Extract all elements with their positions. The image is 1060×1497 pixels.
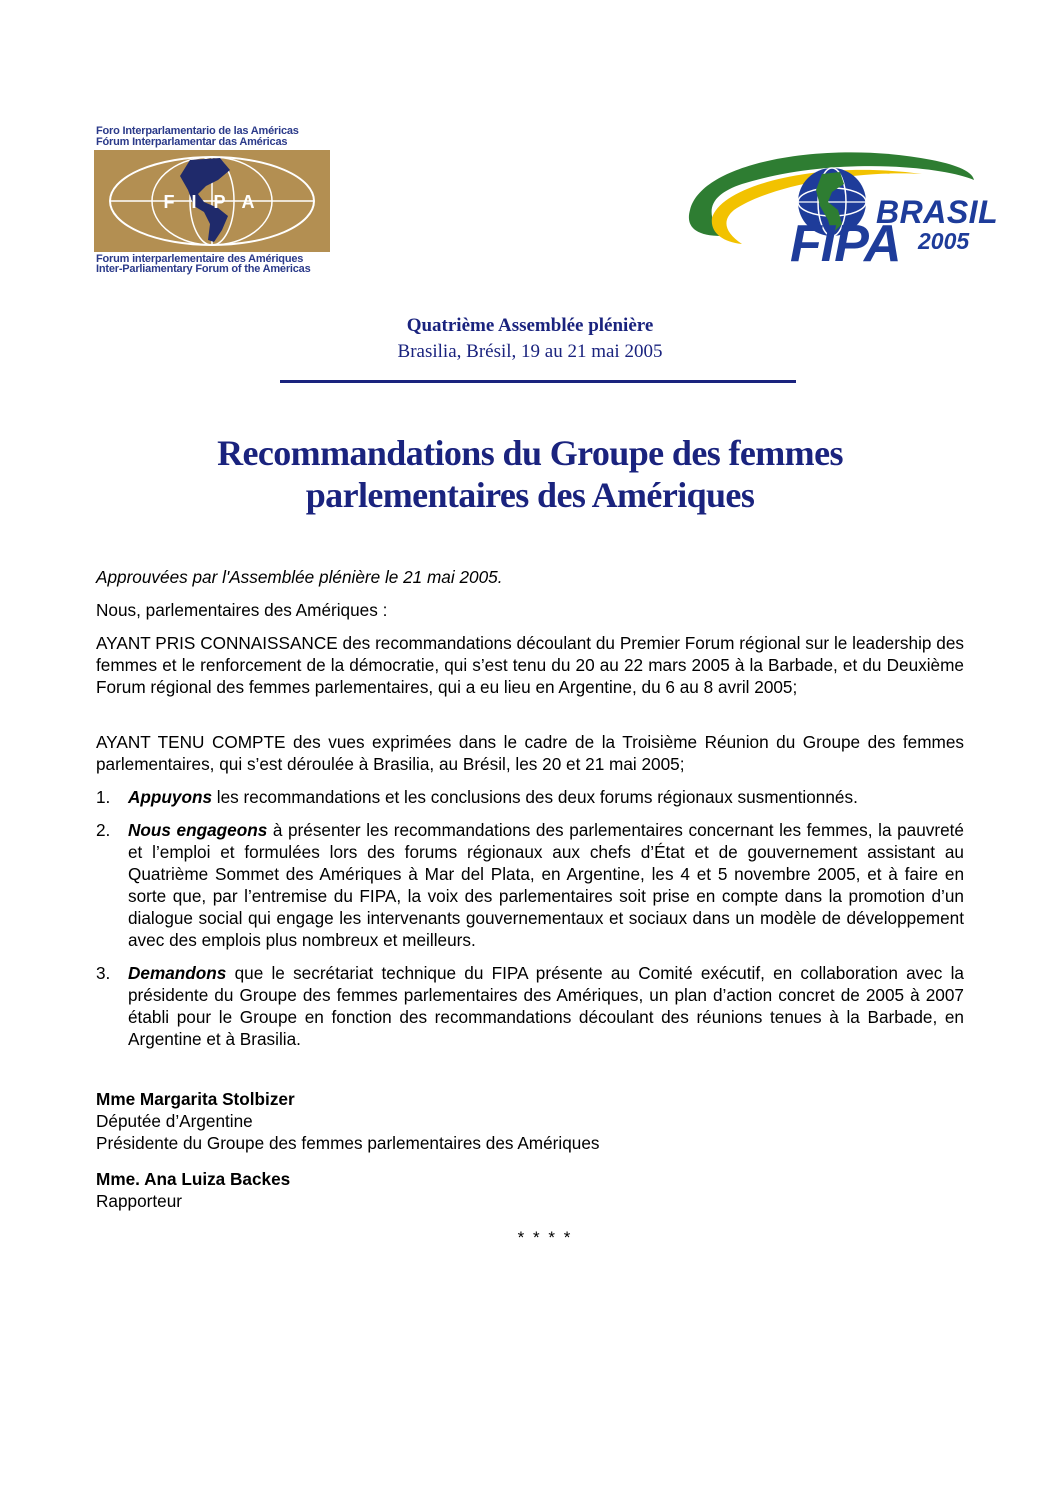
item-text bbox=[128, 786, 964, 808]
header-divider bbox=[280, 380, 796, 383]
logo-right-brasil-text: BRASIL bbox=[876, 194, 999, 230]
signatory-1-name: Mme Margarita Stolbizer bbox=[96, 1089, 295, 1109]
intro-text: Nous, parlementaires des Amériques : bbox=[96, 600, 388, 620]
document-title-line1: Recommandations du Groupe des femmes bbox=[217, 433, 843, 473]
approval-note: Approuvées par l'Assemblée plénière le 21 mai 2005. bbox=[96, 567, 503, 587]
item-body: à présenter les recommandations des parlementaires concernant les femmes, la pauvreté et l’emploi et formulées lors des forums régionaux aux chefs d’État et de gouvernement assistant au Quatrième Sommet des Amériques à Mar del Plata, en Argentine, les 4 et 5 novembre 2005, et à faire en sorte que, par l’entremise du FIPA, la voix des parlementaires soit prise en compte dans la promotion d’un dialogue social qui engage les intervenants gouvernementaux et sociaux dans un modèle de développement avec des emplois plus nombreux et meilleurs. bbox=[128, 820, 964, 950]
item-number: 2. bbox=[96, 820, 111, 840]
item-keyword: Appuyons bbox=[128, 787, 213, 807]
logo-left-english-name: Inter-Parliamentary Forum of the Americas bbox=[96, 263, 311, 275]
item-keyword: Demandons bbox=[128, 963, 227, 983]
logo-left-portuguese-name: Fórum Interparlamentar das Américas bbox=[96, 136, 288, 148]
signatory-2-name: Mme. Ana Luiza Backes bbox=[96, 1169, 291, 1189]
item-body: les recommandations et les conclusions des deux forums régionaux susmentionnés. bbox=[212, 787, 858, 807]
logo-left-french-name: Forum interparlementaire des Amériques bbox=[96, 253, 304, 265]
item-keyword: Nous engageons bbox=[128, 820, 268, 840]
item-number: 1. bbox=[96, 787, 111, 807]
fipa-logo-left bbox=[94, 118, 330, 276]
signatory-1-title: Députée d’Argentine bbox=[96, 1111, 253, 1131]
logo-left-spanish-name: Foro Interparlamentario de las Américas bbox=[96, 125, 299, 137]
logo-right-fipa-text: FIPA bbox=[790, 215, 901, 273]
logo-left-center-text: F I P A bbox=[163, 192, 261, 212]
consideration-1: AYANT PRIS CONNAISSANCE des recommandations découlant du Premier Forum régional sur le leadership des femmes et le renforcement de la démocratie, qui s’est tenu du 20 au 22 mars 2005 à la Barbade, et du Deuxième Forum régional des femmes parlementaires, qui a eu lieu en Argentine, du 6 au 8 avril 2005; bbox=[96, 633, 964, 697]
assembly-name: Quatrième Assemblée plénière bbox=[406, 315, 654, 336]
end-marker: * * * * bbox=[517, 1228, 573, 1247]
globe-icon bbox=[94, 150, 330, 252]
document-title-line2: parlementaires des Amériques bbox=[305, 475, 755, 515]
assembly-location-date: Brasilia, Brésil, 19 au 21 mai 2005 bbox=[397, 341, 663, 362]
logo-right-year-text: 2005 bbox=[918, 228, 970, 254]
signatory-1-role: Présidente du Groupe des femmes parlementaires des Amériques bbox=[96, 1133, 600, 1153]
consideration-2: AYANT TENU COMPTE des vues exprimées dans le cadre de la Troisième Réunion du Groupe des femmes parlementaires, qui s’est déroulée à Brasilia, au Brésil, les 20 et 21 mai 2005; bbox=[96, 732, 964, 774]
signatory-2-title: Rapporteur bbox=[96, 1191, 182, 1211]
item-body: que le secrétariat technique du FIPA présente au Comité exécutif, en collaboration avec la présidente du Groupe des femmes parlementaires des Amériques, un plan d’action concret de 2005 à 2007 établi pour le Groupe en fonction des recommandations découlant des réunions tenues à la Barbade, en Argentine et à Brasilia. bbox=[128, 963, 964, 1049]
item-number: 3. bbox=[96, 963, 111, 983]
fipa-brasil-2005-logo bbox=[682, 140, 999, 273]
item-text bbox=[128, 819, 964, 951]
item-text bbox=[128, 962, 964, 1050]
